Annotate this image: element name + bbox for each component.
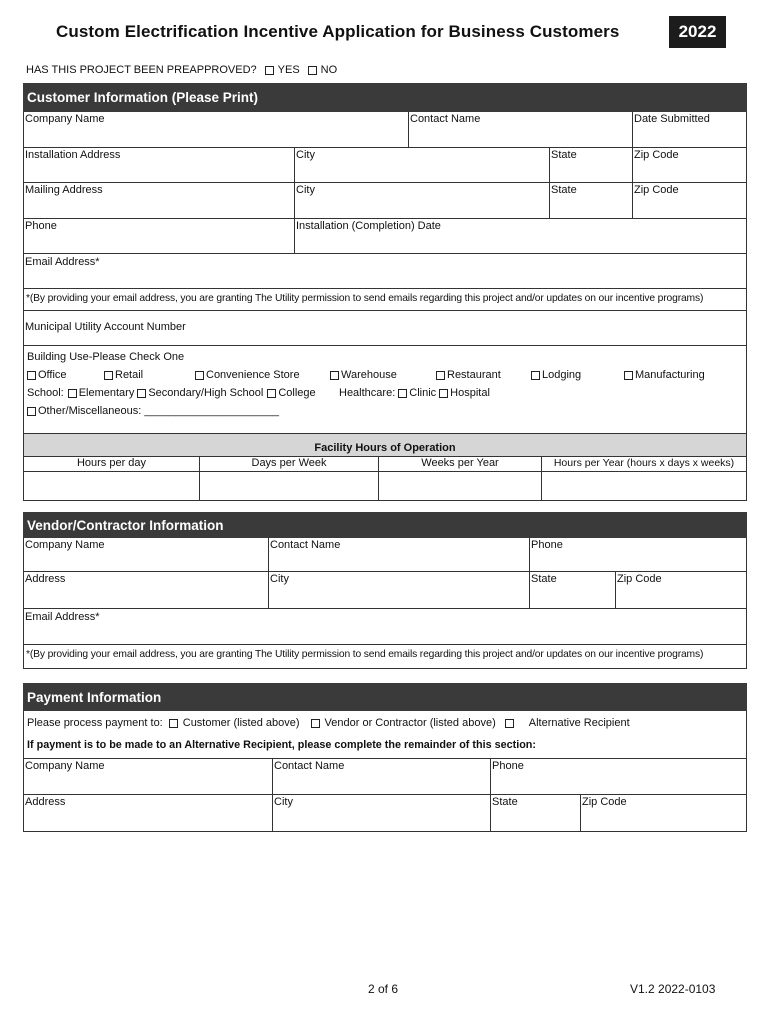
mailing-city-label: City	[296, 184, 315, 196]
mailing-state-label: State	[551, 184, 577, 196]
hours-per-day-header: Hours per day	[24, 457, 200, 471]
hours-per-day-input[interactable]	[24, 472, 200, 500]
payment-zip-label: Zip Code	[582, 796, 627, 808]
customer-row-mailing	[24, 183, 746, 219]
vendor-state-field[interactable]	[530, 572, 616, 608]
form-title: Custom Electrification Incentive Application for Business Customers	[56, 22, 620, 41]
installation-address-label: Installation Address	[25, 149, 121, 161]
mailing-zip-label: Zip Code	[634, 184, 679, 196]
payment-phone-field[interactable]	[491, 759, 746, 794]
hours-per-year-input[interactable]	[542, 472, 746, 500]
preapproval-question	[26, 64, 337, 76]
payment-city-label: City	[274, 796, 293, 808]
vendor-state-label: State	[531, 573, 557, 585]
customer-payment-label: Customer (listed above)	[182, 717, 300, 729]
customer-row-email	[24, 254, 746, 289]
payment-contact-field[interactable]	[273, 759, 491, 794]
customer-company-label: Company Name	[25, 113, 105, 125]
account-number-label: Municipal Utility Account Number	[25, 321, 186, 333]
payment-options-block	[24, 711, 746, 759]
vendor-company-field[interactable]	[24, 538, 269, 571]
warehouse-checkbox[interactable]	[330, 371, 339, 380]
payment-options-row	[27, 711, 746, 735]
customer-company-field[interactable]	[24, 112, 409, 147]
vendor-row-company	[24, 538, 746, 572]
manufacturing-checkbox[interactable]	[624, 371, 633, 380]
vendor-email-note: *(By providing your email address, you are granting The Utility permission to send emails regarding this project and/or updates on our incentive programs)	[26, 649, 704, 660]
installation-date-label: Installation (Completion) Date	[296, 220, 441, 232]
convenience-store-checkbox[interactable]	[195, 371, 204, 380]
alternative-recipient-note: If payment is to be made to an Alternative Recipient, please complete the remainder of this section:	[27, 739, 536, 751]
payment-row-address	[24, 795, 746, 832]
customer-email-note: *(By providing your email address, you are granting The Utility permission to send emails regarding this project and/or updates on our incentive programs)	[26, 293, 704, 304]
mailing-address-label: Mailing Address	[25, 184, 103, 196]
installation-zip-field[interactable]	[633, 148, 746, 182]
customer-row-phone	[24, 219, 746, 254]
clinic-label: Clinic	[409, 387, 437, 399]
vendor-grid	[23, 538, 747, 669]
elementary-checkbox[interactable]	[68, 389, 77, 398]
mailing-state-field[interactable]	[550, 183, 633, 218]
customer-payment-checkbox[interactable]	[169, 719, 178, 728]
process-payment-label: Please process payment to:	[27, 717, 163, 729]
hospital-checkbox[interactable]	[439, 389, 448, 398]
payment-section-header: Payment Information	[23, 683, 747, 711]
restaurant-checkbox[interactable]	[436, 371, 445, 380]
other-label: Other/Miscellaneous: ______________________	[38, 405, 279, 417]
vendor-contact-field[interactable]	[269, 538, 530, 571]
yes-label: YES	[277, 64, 300, 76]
payment-zip-field[interactable]	[581, 795, 746, 831]
payment-contact-label: Contact Name	[274, 760, 345, 772]
vendor-zip-field[interactable]	[616, 572, 746, 608]
building-use-row-3	[24, 402, 746, 420]
installation-state-field[interactable]	[550, 148, 633, 182]
vendor-phone-field[interactable]	[530, 538, 746, 571]
retail-checkbox[interactable]	[104, 371, 113, 380]
customer-email-label: Email Address*	[25, 256, 100, 268]
vendor-payment-label: Vendor or Contractor (listed above)	[324, 717, 496, 729]
vendor-email-field[interactable]	[24, 609, 746, 644]
vendor-payment-checkbox[interactable]	[311, 719, 320, 728]
customer-row-account	[24, 311, 746, 346]
customer-contact-field[interactable]	[409, 112, 633, 147]
payment-state-field[interactable]	[491, 795, 581, 831]
customer-contact-label: Contact Name	[410, 113, 481, 125]
vendor-phone-label: Phone	[531, 539, 563, 551]
healthcare-label: Healthcare:	[339, 387, 396, 399]
mailing-zip-field[interactable]	[633, 183, 746, 218]
customer-section	[23, 83, 747, 501]
installation-zip-label: Zip Code	[634, 149, 679, 161]
payment-city-field[interactable]	[273, 795, 491, 831]
account-number-field[interactable]	[24, 311, 746, 345]
building-use-row-2	[24, 384, 746, 402]
elementary-label: Elementary	[78, 387, 135, 399]
customer-section-header: Customer Information (Please Print)	[23, 83, 747, 112]
installation-date-field[interactable]	[295, 219, 746, 253]
mailing-city-field[interactable]	[295, 183, 550, 218]
vendor-city-label: City	[270, 573, 289, 585]
vendor-email-label: Email Address*	[25, 611, 100, 623]
office-checkbox[interactable]	[27, 371, 36, 380]
vendor-row-address	[24, 572, 746, 609]
hours-per-year-header: Hours per Year (hours x days x weeks)	[553, 457, 735, 469]
days-per-week-header: Days per Week	[200, 457, 379, 471]
payment-phone-label: Phone	[492, 760, 524, 772]
mailing-address-field[interactable]	[24, 183, 295, 218]
weeks-per-year-header: Weeks per Year	[379, 457, 542, 471]
clinic-checkbox[interactable]	[398, 389, 407, 398]
building-use-title: Building Use-Please Check One	[27, 351, 185, 363]
convenience-store-label: Convenience Store	[206, 369, 300, 381]
yes-checkbox[interactable]	[265, 66, 274, 75]
installation-city-field[interactable]	[295, 148, 550, 182]
vendor-section-header: Vendor/Contractor Information	[23, 512, 747, 538]
alternative-payment-checkbox[interactable]	[505, 719, 514, 728]
page-number: 2 of 6	[368, 982, 399, 996]
vendor-row-email	[24, 609, 746, 645]
warehouse-label: Warehouse	[341, 369, 397, 381]
customer-row-email-note	[24, 289, 746, 311]
customer-email-field[interactable]	[24, 254, 746, 288]
weeks-per-year-input[interactable]	[379, 472, 542, 500]
payment-row-company	[24, 759, 746, 795]
secondary-school-label: Secondary/High School	[148, 387, 264, 399]
other-checkbox[interactable]	[27, 407, 36, 416]
vendor-row-email-note	[24, 645, 746, 669]
customer-phone-field[interactable]	[24, 219, 295, 253]
version-label: V1.2 2022-0103	[630, 982, 716, 996]
lodging-checkbox[interactable]	[531, 371, 540, 380]
hours-columns-row	[24, 457, 746, 472]
vendor-city-field[interactable]	[269, 572, 530, 608]
payment-state-label: State	[492, 796, 518, 808]
vendor-zip-label: Zip Code	[617, 573, 662, 585]
customer-row-installation	[24, 148, 746, 183]
customer-row-company	[24, 112, 746, 148]
restaurant-label: Restaurant	[447, 369, 501, 381]
secondary-school-checkbox[interactable]	[137, 389, 146, 398]
customer-date-label: Date Submitted	[634, 113, 710, 125]
lodging-label: Lodging	[542, 369, 582, 381]
hours-values-row	[24, 472, 746, 501]
college-label: College	[278, 387, 316, 399]
vendor-section	[23, 512, 747, 669]
no-label: NO	[320, 64, 338, 76]
payment-company-field[interactable]	[24, 759, 273, 794]
alternative-payment-label: Alternative Recipient	[528, 717, 630, 729]
payment-company-label: Company Name	[25, 760, 105, 772]
year-badge: 2022	[669, 16, 726, 48]
installation-address-field[interactable]	[24, 148, 295, 182]
preapproval-label: HAS THIS PROJECT BEEN PREAPPROVED?	[26, 64, 257, 76]
vendor-contact-label: Contact Name	[270, 539, 341, 551]
payment-section	[23, 683, 747, 832]
school-label: School:	[27, 387, 64, 399]
building-use-row-1	[24, 366, 746, 384]
vendor-address-field[interactable]	[24, 572, 269, 608]
facility-hours-header: Facility Hours of Operation	[24, 433, 746, 457]
no-checkbox[interactable]	[308, 66, 317, 75]
retail-label: Retail	[115, 369, 144, 381]
college-checkbox[interactable]	[267, 389, 276, 398]
manufacturing-label: Manufacturing	[635, 369, 705, 381]
days-per-week-input[interactable]	[200, 472, 379, 500]
vendor-address-label: Address	[25, 573, 66, 585]
payment-address-field[interactable]	[24, 795, 273, 831]
building-use-block	[24, 346, 746, 433]
payment-grid	[23, 711, 747, 832]
customer-grid	[23, 112, 747, 501]
customer-date-field[interactable]	[633, 112, 746, 147]
hospital-label: Hospital	[450, 387, 490, 399]
installation-city-label: City	[296, 149, 315, 161]
payment-address-label: Address	[25, 796, 66, 808]
vendor-company-label: Company Name	[25, 539, 105, 551]
installation-state-label: State	[551, 149, 577, 161]
customer-phone-label: Phone	[25, 220, 57, 232]
office-label: Office	[38, 369, 67, 381]
